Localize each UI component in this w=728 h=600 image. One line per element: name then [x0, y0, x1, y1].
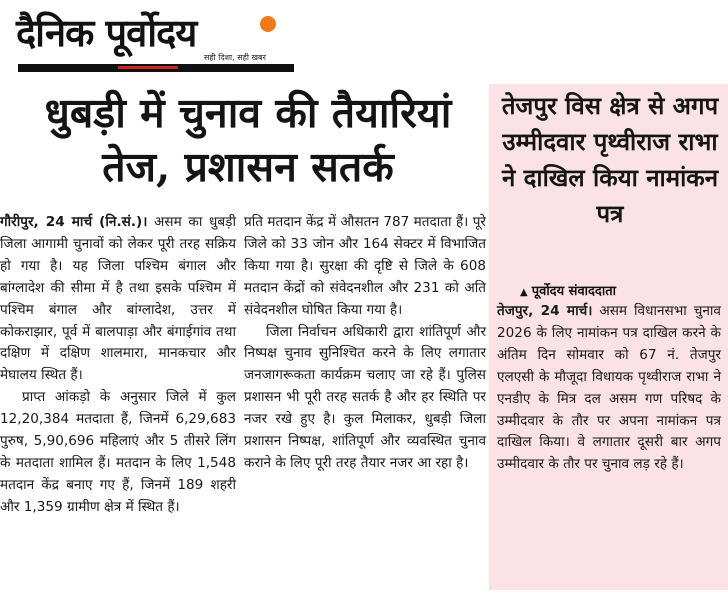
main-para-3: प्रति मतदान केंद्र में औसतन 787 मतदाता हैं। पूरे जिले को 33 जोन और 164 सेक्टर में विभाजित किया गया है। सुरक्षा की दृष्टि से जिले के 608 मतदान केंद्रों को संवेदनशील और 231 को अति संवेदनशील घोषित किया गया है।: [244, 214, 486, 318]
side-story-byline-text: पूर्वोदय संवाददाता: [531, 284, 616, 299]
main-story-column-2: [244, 212, 486, 475]
main-dateline: गौरीपुर, 24 मार्च (नि.सं.)।: [0, 214, 148, 230]
side-story-byline: [520, 281, 616, 299]
masthead-tagline: सही दिशा, सही खबर: [204, 53, 266, 62]
masthead: [8, 2, 288, 82]
newspaper-logo: दैनिक पूर्वोदय: [16, 10, 197, 55]
logo-dot-icon: [260, 16, 276, 32]
main-headline-line1: धुबड़ी में चुनाव की तैयारियां: [44, 89, 452, 137]
triangle-icon: ▲: [520, 287, 528, 298]
side-story-body: [497, 301, 721, 476]
side-story-headline: तेजपुर विस क्षेत्र से अगप उम्मीदवार पृथ्वीराज राभा ने दाखिल किया नामांकन पत्र: [501, 91, 719, 228]
side-dateline: तेजपुर, 24 मार्च।: [497, 303, 593, 319]
side-story-text: असम विधानसभा चुनाव 2026 के लिए नामांकन पत्र दाखिल करने के अंतिम दिन सोमवार को 67 नं. तेजपुर एलएसी के मौजूदा विधायक पृथ्वीराज राभा ने एनडीए के मित्र दल असम गण परिषद के उम्मीदवार के तौर पर अपना नामांकन पत्र दाखिल किया। वे लगातार दूसरी बार अगप उम्मीदवार के तौर पर चुनाव लड़ रहे हैं।: [497, 303, 721, 473]
masthead-red-strip: [118, 66, 178, 69]
main-para-1: असम का धुबड़ी जिला आगामी चुनावों को लेकर पूरी तरह सक्रिय हो गया है। यह जिला पश्चिम बंगाल और बांग्लादेश की सीमा में है तथा इसके पश्चिम में पश्चिम बंगाल और बांग्लादेश, उत्तर में कोकराझार, पूर्व में बालपाड़ा और बंगाईगांव तथा दक्षिण में दक्षिण शालमारा, मानकचार और मेघालय स्थित हैं।: [0, 214, 236, 384]
main-para-4: जिला निर्वाचन अधिकारी द्वारा शांतिपूर्ण और निष्पक्ष चुनाव सुनिश्चित करने के लिए लगातार जनजागरूकता कार्यक्रम चलाए जा रहे हैं। पुलिस प्रशासन भी पूरी तरह सतर्क है और हर स्थिति पर नजर रखे हुए है। कुल मिलाकर, धुबड़ी जिला प्रशासन निष्पक्ष, शांतिपूर्ण और व्यवस्थित चुनाव कराने के लिए पूरी तरह तैयार नजर आ रहा है।: [244, 323, 486, 471]
main-headline: [12, 86, 484, 194]
main-story-column-1: [0, 212, 236, 519]
main-para-2: प्राप्त आंकड़ो के अनुसार जिले में कुल 12,20,384 मतदाता हैं, जिनमें 6,29,683 पुरुष, 5,90,696 महिलाएं और 5 तीसरे लिंग के मतदाता शामिल हैं। मतदान के लिए 1,548 मतदान केंद्र बनाए गए हैं, जिनमें 189 शहरी और 1,359 ग्रामीण क्षेत्र में स्थित हैं।: [0, 389, 236, 515]
main-headline-line2: तेज, प्रशासन सतर्क: [102, 143, 394, 191]
